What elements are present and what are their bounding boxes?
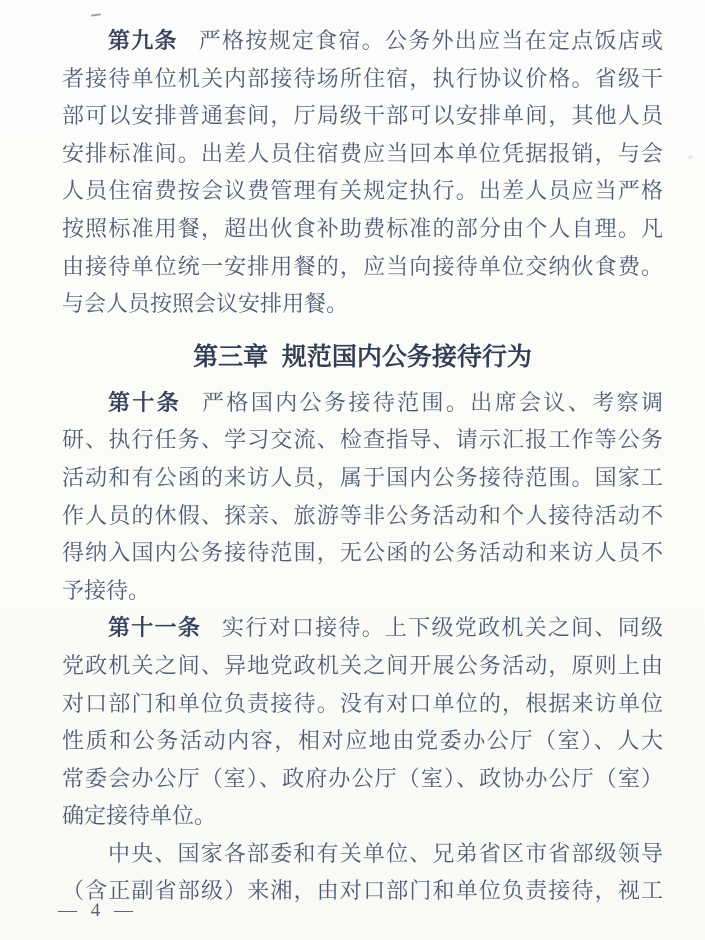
scan-artifact-speck [688, 155, 693, 159]
article-10-lead: 第十条 [108, 389, 182, 415]
paragraph-article-10 [62, 384, 663, 610]
text-line: 研、执行任务、学习交流、检查指导、请示汇报工作等公务 [62, 427, 663, 453]
paragraph-article-9 [62, 22, 663, 323]
text-line: 安排标准间。出差人员住宿费应当回本单位凭据报销，与会 [62, 140, 663, 166]
text-line: 部可以安排普通套间，厅局级干部可以安排单间，其他人员 [62, 103, 663, 129]
text-line: 作人员的休假、探亲、旅游等非公务活动和个人接待活动不 [62, 502, 663, 528]
text-line: 予接待。 [62, 577, 151, 603]
text-line: 按照标准用餐，超出伙食补助费标准的部分由个人自理。凡 [62, 215, 663, 241]
line-text: 严格按规定食宿。公务外出应当在定点饭店或 [198, 28, 663, 53]
text-line: 对口部门和单位负责接待。没有对口单位的，根据来访单位 [62, 690, 663, 716]
line-text: 实行对口接待。上下级党政机关之间、同级 [222, 615, 663, 641]
document-body [62, 22, 663, 910]
paragraph-article-11 [62, 609, 663, 835]
line-text: 严格国内公务接待范围。出席会议、考察调 [202, 389, 663, 415]
text-line: 党政机关之间、异地党政机关之间开展公务活动，原则上由 [62, 652, 663, 678]
text-line: （含正副省部级）来湘，由对口部门和单位负责接待，视工 [62, 878, 663, 904]
scan-artifact-speck [91, 13, 101, 16]
text-line: 活动和有公函的来访人员，属于国内公务接待范围。国家工 [62, 464, 663, 490]
text-line: 由接待单位统一安排用餐的，应当向接待单位交纳伙食费。 [62, 253, 663, 279]
text-line: 常委会办公厅（室）、政府办公厅（室）、政协办公厅（室） [62, 765, 663, 791]
text-line: 确定接待单位。 [62, 803, 217, 829]
text-line [62, 22, 663, 60]
text-line: 人员住宿费按会议费管理有关规定执行。出差人员应当严格 [62, 178, 663, 204]
text-line: 与会人员按照会议安排用餐。 [62, 291, 349, 317]
text-line: 得纳入国内公务接待范围，无公函的公务活动和来访人员不 [62, 540, 663, 566]
text-line [62, 609, 663, 647]
text-line: 中央、国家各部委和有关单位、兄弟省区市省部级领导 [108, 840, 663, 866]
article-9-lead: 第九条 [108, 28, 178, 53]
text-line: 性质和公务活动内容，相对应地由党委办公厅（室）、人大 [62, 728, 663, 754]
chapter-number: 第三章 [193, 342, 269, 371]
article-11-lead: 第十一条 [108, 615, 202, 641]
page-number: — 4 — [58, 900, 134, 921]
chapter-title: 规范国内公务接待行为 [281, 342, 532, 371]
chapter-3-heading [62, 335, 663, 379]
paragraph-central-ministries [62, 835, 663, 910]
text-line [62, 384, 663, 422]
text-line: 者接待单位机关内部接待场所住宿，执行协议价格。省级干 [62, 65, 663, 91]
